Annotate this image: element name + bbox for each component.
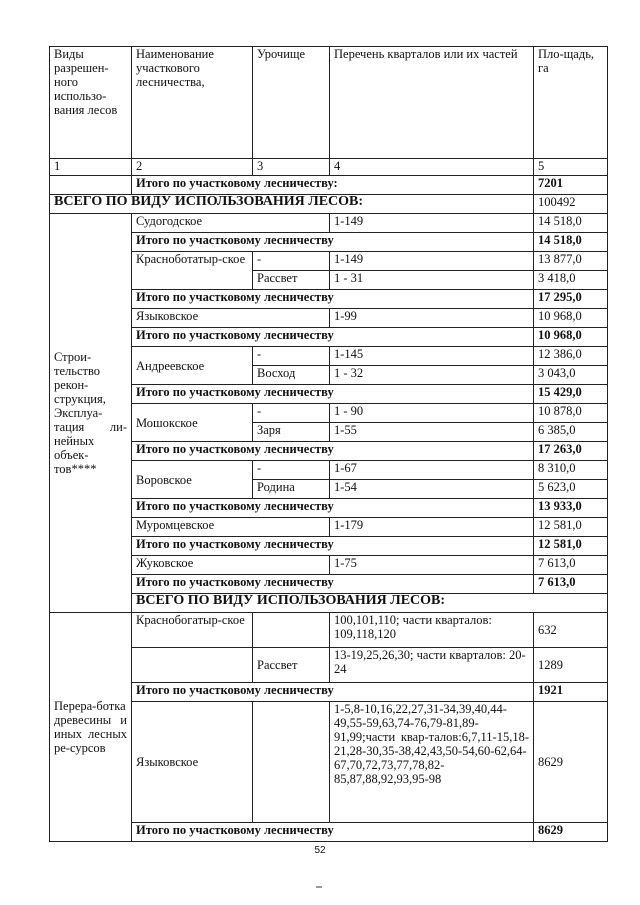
area: 8629	[534, 702, 608, 823]
subtotal-row	[50, 176, 608, 195]
subtotal-area: 17 295,0	[534, 290, 608, 309]
subtotal-area: 14 518,0	[534, 233, 608, 252]
area: 1289	[534, 648, 608, 683]
quarters: 1-149	[330, 214, 534, 233]
forestry-name: Воровское	[132, 461, 253, 499]
subtotal-area: 8629	[534, 823, 608, 842]
subtotal-label: Итого по участковому лесничеству:	[132, 176, 534, 195]
grand-total-row	[50, 594, 608, 613]
header-area: Пло-щадь, га	[534, 47, 608, 159]
quarters: 1-145	[330, 347, 534, 366]
table-row	[50, 518, 608, 537]
subtotal-label: Итого по участковому лесничеству	[132, 328, 534, 347]
forest-use-table	[49, 46, 608, 842]
tract: Восход	[253, 366, 330, 385]
subtotal-area: 1921	[534, 683, 608, 702]
header-use-type: Виды разрешен-ного использо-вания лесов	[50, 47, 132, 159]
subtotal-area: 15 429,0	[534, 385, 608, 404]
quarters: 1-149	[330, 252, 534, 271]
grand-total-row	[50, 195, 608, 214]
area: 632	[534, 613, 608, 648]
forestry-name: Судогодское	[132, 214, 330, 233]
forestry-name: Красноботатыр-ское	[132, 252, 253, 290]
subtotal-row	[50, 537, 608, 556]
col-number: 1	[50, 159, 132, 176]
quarters: 1-54	[330, 480, 534, 499]
area: 14 518,0	[534, 214, 608, 233]
header-row	[50, 47, 608, 159]
subtotal-row	[50, 823, 608, 842]
area: 3 043,0	[534, 366, 608, 385]
subtotal-label: Итого по участковому лесничеству	[132, 683, 534, 702]
quarters: 1-67	[330, 461, 534, 480]
quarters: 100,101,110; части кварталов: 109,118,120	[330, 613, 534, 648]
subtotal-label: Итого по участковому лесничеству	[132, 499, 534, 518]
quarters: 1 - 31	[330, 271, 534, 290]
quarters: 1-179	[330, 518, 534, 537]
area: 6 385,0	[534, 423, 608, 442]
quarters: 1 - 32	[330, 366, 534, 385]
subtotal-row	[50, 575, 608, 594]
tract: Рассвет	[253, 271, 330, 290]
area: 12 386,0	[534, 347, 608, 366]
tract: Заря	[253, 423, 330, 442]
subtotal-area: 12 581,0	[534, 537, 608, 556]
forestry-name: Языковское	[132, 702, 253, 823]
forestry-name: Жуковское	[132, 556, 330, 575]
subtotal-label: Итого по участковому лесничеству	[132, 290, 534, 309]
col-number: 3	[253, 159, 330, 176]
column-number-row	[50, 159, 608, 176]
table-row	[50, 702, 608, 823]
subtotal-label: Итого по участковому лесничеству	[132, 385, 534, 404]
area: 3 418,0	[534, 271, 608, 290]
area: 10 968,0	[534, 309, 608, 328]
quarters: 1-55	[330, 423, 534, 442]
subtotal-area: 13 933,0	[534, 499, 608, 518]
table-row	[50, 461, 608, 480]
subtotal-area: 17 263,0	[534, 442, 608, 461]
subtotal-row	[50, 328, 608, 347]
table-row	[50, 252, 608, 271]
table-row	[50, 347, 608, 366]
grand-total-label: ВСЕГО ПО ВИДУ ИСПОЛЬЗОВАНИЯ ЛЕСОВ:	[132, 594, 608, 613]
grand-total-area: 100492	[534, 195, 608, 214]
header-tract: Урочище	[253, 47, 330, 159]
subtotal-row	[50, 385, 608, 404]
area: 7 613,0	[534, 556, 608, 575]
use-type-processing: Перера-ботка древесины и иных лесных ре-сурсов	[50, 613, 132, 842]
quarters: 1-99	[330, 309, 534, 328]
tract: Родина	[253, 480, 330, 499]
table-row	[50, 556, 608, 575]
subtotal-label: Итого по участковому лесничеству	[132, 233, 534, 252]
grand-total-label: ВСЕГО ПО ВИДУ ИСПОЛЬЗОВАНИЯ ЛЕСОВ:	[50, 195, 534, 214]
quarters: 1-5,8-10,16,22,27,31-34,39,40,44-49,55-59,63,74-76,79-81,89-91,99;части квар-талов:6,7,11-15,18-21,28-30,35-38,42,43,50-54,60-62,64-67,70,72,73,77,78,82-85,87,88,92,93,95-98	[330, 702, 534, 823]
subtotal-area: 7201	[534, 176, 608, 195]
area: 13 877,0	[534, 252, 608, 271]
tract: Рассвет	[253, 648, 330, 683]
header-quarters: Перечень кварталов или их частей	[330, 47, 534, 159]
table-row	[50, 214, 608, 233]
subtotal-row	[50, 233, 608, 252]
tract: -	[253, 404, 330, 423]
table-row	[50, 613, 608, 648]
area: 5 623,0	[534, 480, 608, 499]
area: 10 878,0	[534, 404, 608, 423]
tract: -	[253, 461, 330, 480]
scan-mark	[316, 886, 322, 888]
col-number: 5	[534, 159, 608, 176]
forestry-name: Андреевское	[132, 347, 253, 385]
subtotal-area: 10 968,0	[534, 328, 608, 347]
header-forestry-name: Наименование участкового лесничества,	[132, 47, 253, 159]
table-row	[50, 648, 608, 683]
subtotal-label: Итого по участковому лесничеству	[132, 537, 534, 556]
subtotal-row	[50, 442, 608, 461]
subtotal-label: Итого по участковому лесничеству	[132, 442, 534, 461]
quarters: 1 - 90	[330, 404, 534, 423]
subtotal-label: Итого по участковому лесничеству	[132, 823, 534, 842]
area: 12 581,0	[534, 518, 608, 537]
table-row	[50, 404, 608, 423]
subtotal-row	[50, 290, 608, 309]
col-number: 2	[132, 159, 253, 176]
forestry-name: Языковское	[132, 309, 330, 328]
table-row	[50, 309, 608, 328]
quarters: 1-75	[330, 556, 534, 575]
forestry-name: Мошокское	[132, 404, 253, 442]
quarters: 13-19,25,26,30; части кварталов: 20-24	[330, 648, 534, 683]
subtotal-label: Итого по участковому лесничеству	[132, 575, 534, 594]
forestry-name: Муромцевское	[132, 518, 330, 537]
subtotal-area: 7 613,0	[534, 575, 608, 594]
page-number: 52	[314, 845, 326, 856]
tract: -	[253, 347, 330, 366]
col-number: 4	[330, 159, 534, 176]
subtotal-row	[50, 499, 608, 518]
area: 8 310,0	[534, 461, 608, 480]
subtotal-row	[50, 683, 608, 702]
use-type-construction: Строи-тельство рекон-струкция, Эксплуа-тация ли-нейных объек-тов****	[50, 214, 132, 613]
tract: -	[253, 252, 330, 271]
forestry-name: Краснобогатыр-ское	[132, 613, 253, 648]
